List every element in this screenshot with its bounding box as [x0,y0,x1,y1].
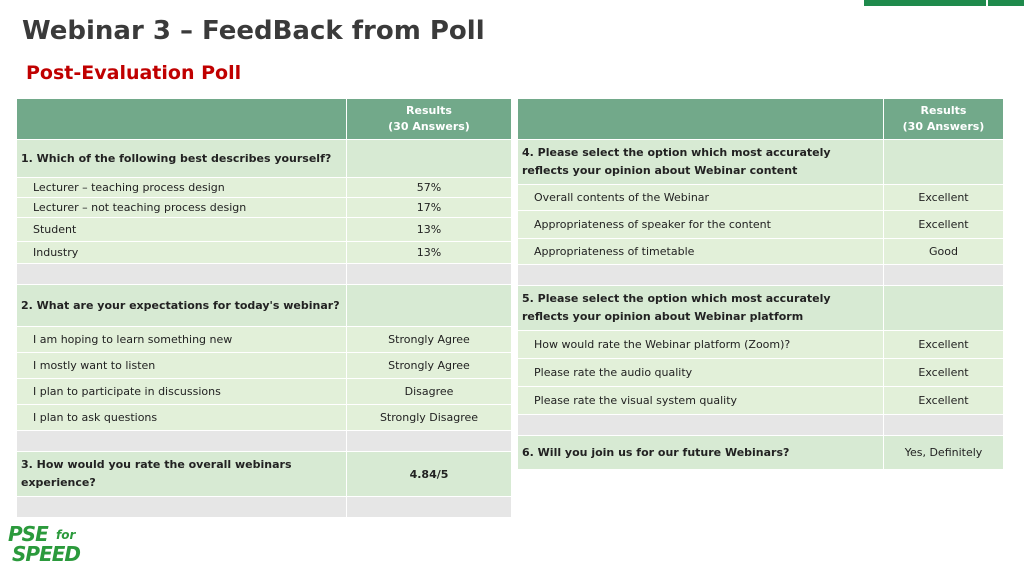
results-header-count: (30 Answers) [902,120,985,133]
item-label: Overall contents of the Webinar [518,185,884,211]
spacer-cell [347,431,511,452]
logo-text-speed: SPEED [12,542,80,566]
question-text: 3. How would you rate the overall webinars experience? [17,452,347,497]
results-header-cell [347,99,511,140]
question-row [17,285,511,327]
item-label: I am hoping to learn something new [17,327,347,353]
item-value: Excellent [884,211,1003,239]
item-label: How would rate the Webinar platform (Zoom)? [518,331,884,359]
spacer-row [518,415,1003,436]
spacer-cell [518,265,884,286]
item-value: Excellent [884,331,1003,359]
item-label: Lecturer – not teaching process design [17,198,347,218]
table-row [17,379,511,405]
item-label: Lecturer – teaching process design [17,178,347,198]
question-row [518,286,1003,331]
question-value-empty [884,140,1003,185]
question-value: Yes, Definitely [884,436,1003,470]
question-value-empty [347,140,511,178]
item-value: Strongly Agree [347,327,511,353]
table-header-row [518,99,1003,140]
table-row [17,178,511,198]
question-text: 1. Which of the following best describes yourself? [17,140,347,178]
logo-text-for: for [56,528,76,542]
table-row [518,387,1003,415]
question-row [518,436,1003,470]
results-header-cell [884,99,1003,140]
spacer-cell [17,264,347,285]
table-row [518,331,1003,359]
table-header-row [17,99,511,140]
item-value: Excellent [884,185,1003,211]
table-row [518,185,1003,211]
spacer-row [17,497,511,518]
spacer-cell [17,431,347,452]
poll-results-table-right [518,99,1003,470]
item-label: Please rate the audio quality [518,359,884,387]
spacer-row [17,431,511,452]
item-value: Strongly Agree [347,353,511,379]
item-value: 13% [347,242,511,264]
question-text: 2. What are your expectations for today's webinar? [17,285,347,327]
item-label: Appropriateness of speaker for the content [518,211,884,239]
table-row [17,218,511,242]
item-label: I plan to participate in discussions [17,379,347,405]
table-row [17,405,511,431]
header-empty-cell [518,99,884,140]
header-empty-cell [17,99,347,140]
top-accent-bar [864,0,986,6]
item-label: I plan to ask questions [17,405,347,431]
item-value: 17% [347,198,511,218]
question-text: 4. Please select the option which most accurately reflects your opinion about Webinar content [518,140,884,185]
item-label: I mostly want to listen [17,353,347,379]
item-label: Appropriateness of timetable [518,239,884,265]
top-accent-bar-small [988,0,1024,6]
question-row [17,140,511,178]
spacer-row [17,264,511,285]
table-row [17,242,511,264]
results-header-label: Results [406,104,452,117]
item-label: Industry [17,242,347,264]
item-value: Excellent [884,359,1003,387]
spacer-cell [884,265,1003,286]
pse-for-speed-logo [8,522,92,568]
results-header-count: (30 Answers) [388,120,470,133]
table-row [17,327,511,353]
table-row [518,211,1003,239]
question-value-empty [347,285,511,327]
item-value: 57% [347,178,511,198]
spacer-cell [347,497,511,518]
table-row [518,239,1003,265]
spacer-row [518,265,1003,286]
spacer-cell [17,497,347,518]
page-subtitle: Post-Evaluation Poll [26,62,242,84]
spacer-cell [347,264,511,285]
question-text: 6. Will you join us for our future Webinars? [518,436,884,470]
item-value: Strongly Disagree [347,405,511,431]
item-value: Good [884,239,1003,265]
item-value: Disagree [347,379,511,405]
results-header-label: Results [920,104,967,117]
question-row [518,140,1003,185]
item-label: Student [17,218,347,242]
question-text: 5. Please select the option which most accurately reflects your opinion about Webinar platform [518,286,884,331]
page-title: Webinar 3 – FeedBack from Poll [22,16,485,46]
table-row [518,359,1003,387]
item-value: Excellent [884,387,1003,415]
question-value: 4.84/5 [347,452,511,497]
item-value: 13% [347,218,511,242]
logo-text-pse: PSE [8,522,48,546]
table-row [17,353,511,379]
question-value-empty [884,286,1003,331]
poll-results-table-left [17,99,511,518]
table-row [17,198,511,218]
spacer-cell [518,415,884,436]
spacer-cell [884,415,1003,436]
item-label: Please rate the visual system quality [518,387,884,415]
question-row [17,452,511,497]
